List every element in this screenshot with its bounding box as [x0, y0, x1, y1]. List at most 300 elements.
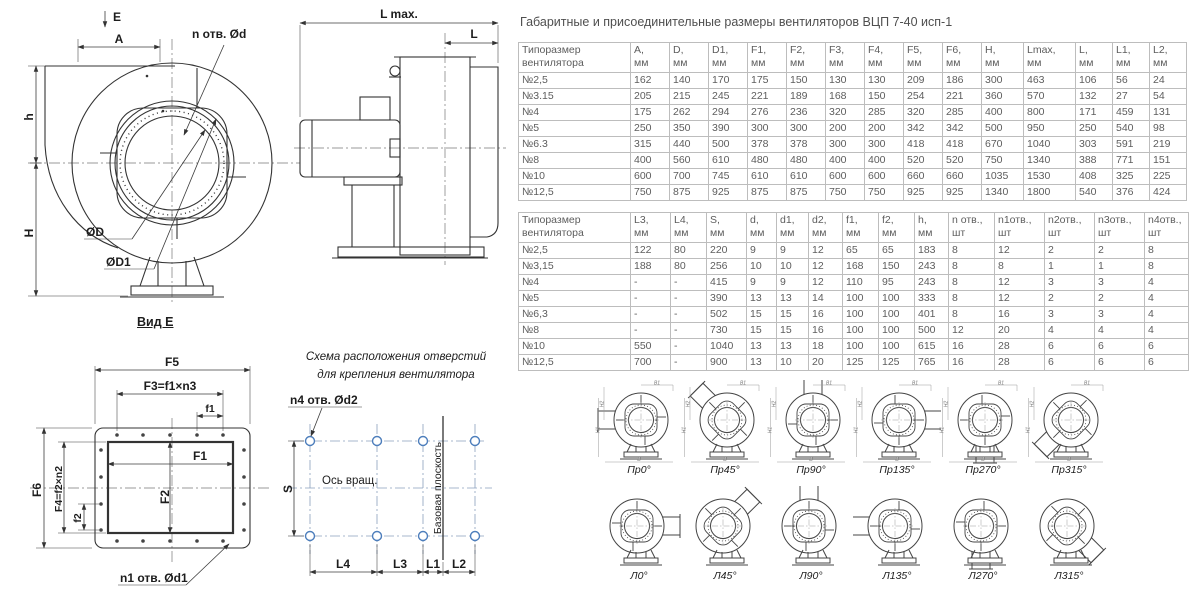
fan-orientation-icon [595, 486, 683, 572]
cell-value: 300 [748, 121, 787, 137]
row-label: №8 [519, 323, 631, 339]
cell-value: - [671, 323, 707, 339]
cell-value: 8 [949, 243, 995, 259]
cell-value: 200 [826, 121, 865, 137]
cell-value: 950 [1024, 121, 1076, 137]
col-header: h, мм [915, 213, 949, 243]
fan-orientation-label: Пр135° [879, 464, 915, 476]
cell-value: 2 [1045, 291, 1095, 307]
cell-value: 480 [787, 153, 826, 169]
cell-value: 610 [787, 169, 826, 185]
cell-value: 320 [904, 105, 943, 121]
svg-text:B1: B1 [653, 380, 661, 387]
cell-value: 408 [1076, 169, 1113, 185]
cell-value: 200 [865, 121, 904, 137]
cell-value: 171 [1076, 105, 1113, 121]
row-label: №6.3 [519, 137, 631, 153]
dim-label-s: S [281, 484, 295, 494]
fan-orientation-label: Пр45° [710, 464, 740, 476]
svg-text:H2: H2 [943, 400, 950, 408]
dim-label-l3: L3 [392, 557, 408, 571]
cell-value: 600 [631, 169, 670, 185]
cell-value: 440 [670, 137, 709, 153]
cell-value: 256 [707, 259, 747, 275]
cell-value: 12 [949, 323, 995, 339]
cell-value: 219 [1150, 137, 1187, 153]
cell-value: 550 [631, 339, 671, 355]
fan-orientation-item [940, 380, 1026, 476]
cell-value: 20 [995, 323, 1045, 339]
cell-value: - [631, 291, 671, 307]
row-label: №3,15 [519, 259, 631, 275]
cell-value: 254 [904, 89, 943, 105]
col-header: F4, мм [865, 43, 904, 73]
cell-value: 13 [777, 291, 809, 307]
cell-value: 151 [1150, 153, 1187, 169]
cell-value: 418 [943, 137, 982, 153]
cell-value: 925 [709, 185, 748, 201]
cell-value: 750 [982, 153, 1024, 169]
svg-text:H2: H2 [771, 400, 778, 408]
table-row [519, 291, 1189, 307]
cell-value: - [631, 307, 671, 323]
cell-value: 500 [982, 121, 1024, 137]
fan-orientation-label: Пр315° [1051, 464, 1087, 476]
fan-orientation-item [854, 380, 940, 476]
table-row [519, 89, 1187, 105]
table-row [519, 323, 1189, 339]
dim-label-l1: L1 [425, 557, 441, 571]
fan-orientation-label: Л270° [968, 570, 998, 582]
fan-orientation-icon [767, 486, 855, 572]
cell-value: 378 [748, 137, 787, 153]
cell-value: 6 [1045, 339, 1095, 355]
cell-value: 13 [747, 339, 777, 355]
cell-value: 875 [670, 185, 709, 201]
row-label: №8 [519, 153, 631, 169]
fan-orientation-icon [853, 380, 941, 466]
cell-value: 110 [843, 275, 879, 291]
cell-value: 189 [787, 89, 826, 105]
cell-value: 13 [747, 355, 777, 371]
svg-text:B: B [637, 457, 641, 463]
row-label: №5 [519, 121, 631, 137]
cell-value: 765 [915, 355, 949, 371]
cell-value: 130 [826, 73, 865, 89]
cell-value: 56 [1113, 73, 1150, 89]
fan-orientation-label: Л315° [1054, 570, 1084, 582]
cell-value: 4 [1045, 323, 1095, 339]
col-header: L3, мм [631, 213, 671, 243]
svg-text:B: B [981, 457, 985, 463]
cell-value: 333 [915, 291, 949, 307]
table-row [519, 137, 1187, 153]
cell-value: 3 [1095, 275, 1145, 291]
cell-value: 220 [707, 243, 747, 259]
cell-value: 100 [843, 291, 879, 307]
cell-value: 65 [843, 243, 879, 259]
col-header: F3, мм [826, 43, 865, 73]
cell-value: - [671, 291, 707, 307]
cell-value: 6 [1095, 355, 1145, 371]
cell-value: 2 [1095, 291, 1145, 307]
col-header: d, мм [747, 213, 777, 243]
cell-value: 388 [1076, 153, 1113, 169]
cell-value: 4 [1145, 307, 1189, 323]
cell-value: 15 [777, 307, 809, 323]
cell-value: 500 [915, 323, 949, 339]
row-label: №12,5 [519, 185, 631, 201]
cell-value: 80 [671, 243, 707, 259]
cell-value: 570 [1024, 89, 1076, 105]
side-view-drawing [292, 5, 510, 270]
cell-value: 900 [707, 355, 747, 371]
mounting-holes [306, 437, 480, 541]
cell-value: 16 [809, 307, 843, 323]
table-row [519, 121, 1187, 137]
cell-value: 745 [709, 169, 748, 185]
svg-text:B1: B1 [739, 380, 747, 387]
cell-value: - [671, 275, 707, 291]
cell-value: 400 [631, 153, 670, 169]
cell-value: 3 [1095, 307, 1145, 323]
dim-label-lmax: L max. [380, 7, 418, 21]
cell-value: 300 [826, 137, 865, 153]
dim-label-n1: n1 отв. Ød1 [120, 571, 188, 585]
cell-value: 243 [915, 275, 949, 291]
cell-value: 16 [949, 339, 995, 355]
cell-value: 1800 [1024, 185, 1076, 201]
table-row [519, 105, 1187, 121]
col-header: d1, мм [777, 213, 809, 243]
table-row [519, 153, 1187, 169]
cell-value: 660 [904, 169, 943, 185]
cell-value: 3 [1045, 275, 1095, 291]
dim-label-F2: F2 [158, 489, 172, 505]
front-view-drawing [20, 5, 305, 305]
cell-value: - [631, 323, 671, 339]
cell-value: 730 [707, 323, 747, 339]
cell-value: 875 [787, 185, 826, 201]
cell-value: 1530 [1024, 169, 1076, 185]
cell-value: 6 [1095, 339, 1145, 355]
svg-text:B1: B1 [911, 380, 919, 387]
svg-text:H1: H1 [853, 426, 860, 434]
cell-value: 459 [1113, 105, 1150, 121]
svg-text:H1: H1 [681, 426, 688, 434]
cell-value: 520 [943, 153, 982, 169]
cell-value: 8 [995, 259, 1045, 275]
cell-value: 1040 [707, 339, 747, 355]
svg-text:H1: H1 [767, 426, 774, 434]
dim-label-e: E [113, 10, 122, 24]
cell-value: 28 [995, 355, 1045, 371]
holes-scheme-drawing [282, 386, 510, 594]
col-header: f1, мм [843, 213, 879, 243]
row-label: №2,5 [519, 73, 631, 89]
cell-value: 24 [1150, 73, 1187, 89]
cell-value: 480 [748, 153, 787, 169]
row-label: №5 [519, 291, 631, 307]
cell-value: 16 [809, 323, 843, 339]
table-row [519, 185, 1187, 201]
fan-orientation-item [1026, 486, 1112, 582]
fan-orientation-label: Л90° [799, 570, 823, 582]
cell-value: 183 [915, 243, 949, 259]
cell-value: 100 [843, 307, 879, 323]
cell-value: 600 [865, 169, 904, 185]
dim-label-n4: n4 отв. Ød2 [290, 393, 358, 407]
cell-value: 342 [943, 121, 982, 137]
dim-label-H: H [22, 228, 36, 238]
cell-value: 100 [879, 291, 915, 307]
cell-value: 54 [1150, 89, 1187, 105]
table-row [519, 259, 1189, 275]
col-header: F6, мм [943, 43, 982, 73]
fan-orientation-icon [939, 486, 1027, 572]
fan-orientation-icon [767, 380, 855, 466]
col-header: A, мм [631, 43, 670, 73]
cell-value: 285 [943, 105, 982, 121]
cell-value: 16 [995, 307, 1045, 323]
col-header: L2, мм [1150, 43, 1187, 73]
cell-value: 15 [747, 323, 777, 339]
cell-value: 303 [1076, 137, 1113, 153]
col-header: F5, мм [904, 43, 943, 73]
cell-value: 925 [904, 185, 943, 201]
cell-value: 610 [709, 153, 748, 169]
cell-value: 150 [879, 259, 915, 275]
cell-value: 28 [995, 339, 1045, 355]
cell-value: 390 [709, 121, 748, 137]
cell-value: 400 [865, 153, 904, 169]
table-row [519, 73, 1187, 89]
row-label: №4 [519, 105, 631, 121]
cell-value: 350 [670, 121, 709, 137]
dim-label-f5: F5 [164, 355, 180, 369]
cell-value: 14 [809, 291, 843, 307]
cell-value: 540 [1113, 121, 1150, 137]
fan-orientation-icon [939, 380, 1027, 466]
cell-value: 401 [915, 307, 949, 323]
dim-label-f3: F3=f1×n3 [143, 379, 197, 393]
fan-orientation-item [596, 380, 682, 476]
cell-value: 250 [1076, 121, 1113, 137]
dim-label-f6: F6 [30, 482, 44, 498]
cell-value: 800 [1024, 105, 1076, 121]
cell-value: 700 [670, 169, 709, 185]
cell-value: 12 [995, 275, 1045, 291]
svg-text:H2: H2 [1029, 400, 1036, 408]
cell-value: 132 [1076, 89, 1113, 105]
cell-value: 378 [787, 137, 826, 153]
cell-value: 750 [865, 185, 904, 201]
fan-orientation-item [1026, 380, 1112, 476]
dim-label-l4: L4 [335, 557, 351, 571]
fan-orientation-row-left [596, 486, 1112, 582]
cell-value: 8 [949, 275, 995, 291]
cell-value: 250 [631, 121, 670, 137]
cell-value: 236 [787, 105, 826, 121]
row-label: №10 [519, 339, 631, 355]
cell-value: 150 [865, 89, 904, 105]
cell-value: 12 [809, 259, 843, 275]
cell-value: 400 [982, 105, 1024, 121]
scheme-title [276, 348, 516, 384]
cell-value: 100 [879, 323, 915, 339]
cell-value: 8 [949, 307, 995, 323]
cell-value: 424 [1150, 185, 1187, 201]
fan-orientation-label: Л45° [713, 570, 737, 582]
fan-orientation-icon [1025, 486, 1113, 572]
view-e-title: Вид Е [137, 315, 174, 329]
table-row [519, 243, 1189, 259]
fan-orientation-label: Л0° [630, 570, 648, 582]
cell-value: 65 [879, 243, 915, 259]
base-plane-label: Базовая плоскость [432, 441, 444, 535]
cell-value: 875 [748, 185, 787, 201]
cell-value: 4 [1145, 291, 1189, 307]
row-label: №6,3 [519, 307, 631, 323]
svg-text:B1: B1 [1083, 380, 1091, 387]
cell-value: 221 [748, 89, 787, 105]
dim-label-dD: ØD [86, 225, 104, 239]
col-header: S, мм [707, 213, 747, 243]
fan-orientation-icon [1025, 380, 1113, 466]
dimensions-table-1 [518, 42, 1187, 201]
scheme-title-line1: Схема расположения отверстий [305, 351, 487, 363]
cell-value: 1040 [1024, 137, 1076, 153]
cell-value: 209 [904, 73, 943, 89]
svg-text:B1: B1 [997, 380, 1005, 387]
cell-value: 106 [1076, 73, 1113, 89]
cell-value: 122 [631, 243, 671, 259]
cell-value: 1 [1045, 259, 1095, 275]
fan-orientation-row-right [596, 380, 1112, 476]
svg-text:H1: H1 [1025, 426, 1032, 434]
dimensions-table-2 [518, 212, 1189, 371]
fan-orientation-icon [681, 380, 769, 466]
table-row [519, 307, 1189, 323]
col-header: f2, мм [879, 213, 915, 243]
cell-value: 12 [809, 275, 843, 291]
fan-orientation-item [768, 486, 854, 582]
cell-value: 1340 [982, 185, 1024, 201]
cell-value: 140 [670, 73, 709, 89]
cell-value: 18 [809, 339, 843, 355]
cell-value: 670 [982, 137, 1024, 153]
dim-label-l2: L2 [451, 557, 467, 571]
cell-value: 771 [1113, 153, 1150, 169]
cell-value: 9 [747, 275, 777, 291]
dim-label-F1: F1 [192, 449, 208, 463]
cell-value: 6 [1145, 339, 1189, 355]
cell-value: 1035 [982, 169, 1024, 185]
col-header: L, мм [1076, 43, 1113, 73]
cell-value: 13 [747, 291, 777, 307]
cell-value: 320 [826, 105, 865, 121]
cell-value: 12 [995, 243, 1045, 259]
doc-title: Габаритные и присоединительные размеры вентиляторов ВЦП 7-40 исп-1 [520, 15, 953, 29]
fan-orientation-label: Пр90° [796, 464, 826, 476]
col-header: L4, мм [671, 213, 707, 243]
cell-value: 245 [709, 89, 748, 105]
cell-value: 315 [631, 137, 670, 153]
fan-orientation-icon [595, 380, 683, 466]
cell-value: 615 [915, 339, 949, 355]
col-header: n2отв., шт [1045, 213, 1095, 243]
svg-text:H1: H1 [595, 426, 602, 434]
cell-value: 15 [747, 307, 777, 323]
cell-value: - [671, 307, 707, 323]
cell-value: - [671, 339, 707, 355]
dim-label-h: h [22, 113, 36, 121]
dim-label-a: A [114, 32, 124, 46]
cell-value: 225 [1150, 169, 1187, 185]
svg-text:H2: H2 [599, 400, 606, 408]
svg-text:H2: H2 [857, 400, 864, 408]
cell-value: 360 [982, 89, 1024, 105]
cell-value: 98 [1150, 121, 1187, 137]
fan-orientation-item [940, 486, 1026, 582]
cell-value: 168 [843, 259, 879, 275]
cell-value: 100 [879, 339, 915, 355]
row-label: №2,5 [519, 243, 631, 259]
fan-orientation-item [682, 380, 768, 476]
fan-orientation-label: Пр270° [965, 464, 1001, 476]
cell-value: 8 [1145, 259, 1189, 275]
cell-value: 2 [1045, 243, 1095, 259]
cell-value: 300 [787, 121, 826, 137]
cell-value: 500 [709, 137, 748, 153]
fan-orientation-icon [853, 486, 941, 572]
col-header: D1, мм [709, 43, 748, 73]
dim-label-l: L [470, 27, 478, 41]
col-header: n отв., шт [949, 213, 995, 243]
cell-value: 150 [787, 73, 826, 89]
cell-value: 130 [865, 73, 904, 89]
cell-value: - [631, 275, 671, 291]
cell-value: 100 [843, 323, 879, 339]
svg-text:B: B [723, 457, 727, 463]
svg-text:B: B [1067, 457, 1071, 463]
cell-value: 9 [777, 243, 809, 259]
cell-value: 175 [631, 105, 670, 121]
fan-orientation-icon [681, 486, 769, 572]
cell-value: 415 [707, 275, 747, 291]
cell-value: 170 [709, 73, 748, 89]
col-header: H, мм [982, 43, 1024, 73]
cell-value: 8 [949, 291, 995, 307]
svg-text:B: B [895, 457, 899, 463]
cell-value: 15 [777, 323, 809, 339]
scheme-title-line2: для крепления вентилятора [317, 369, 475, 381]
cell-value: 300 [865, 137, 904, 153]
row-label: №10 [519, 169, 631, 185]
cell-value: 80 [671, 259, 707, 275]
cell-value: 591 [1113, 137, 1150, 153]
fan-orientation-label: Л135° [882, 570, 912, 582]
svg-text:B: B [809, 457, 813, 463]
cell-value: 262 [670, 105, 709, 121]
cell-value: 418 [904, 137, 943, 153]
row-label: №12,5 [519, 355, 631, 371]
cell-value: 342 [904, 121, 943, 137]
cell-value: 12 [995, 291, 1045, 307]
cell-value: 27 [1113, 89, 1150, 105]
cell-value: 3 [1045, 307, 1095, 323]
cell-value: 294 [709, 105, 748, 121]
